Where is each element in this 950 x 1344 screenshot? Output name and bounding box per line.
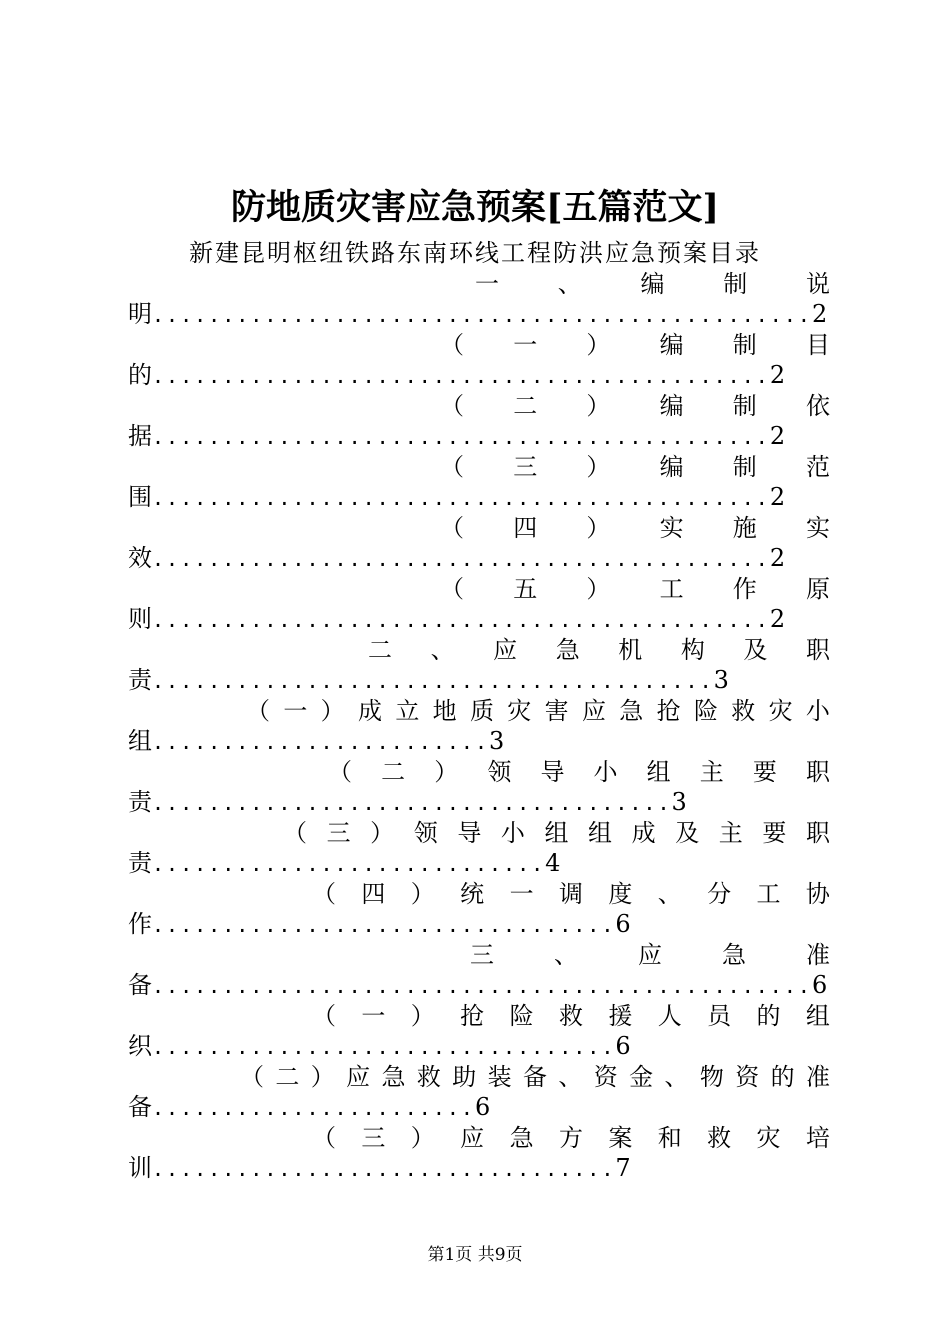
toc-entry-dot-leader: ........................................ [152,669,714,693]
toc-entry-char: 制 [723,270,748,298]
toc-entry-char: 度 [608,880,633,908]
toc-entry-page-number: 7 [615,1154,631,1182]
toc-entry-char: 导 [540,758,565,786]
toc-entry-char: （ [440,331,464,359]
toc-entry-char: （ [440,392,464,420]
toc-entry-last-char: 责 [128,666,152,694]
toc-entry-char: 组 [544,819,569,847]
toc-entry-char: 和 [657,1124,682,1152]
toc-entry-char: 案 [608,1124,633,1152]
toc-entry-char: （ [283,819,307,847]
toc-entry-char: 三 [326,819,351,847]
toc-entry-char: （ [246,697,270,725]
toc-entry-char: 目 [805,331,830,359]
toc-entry-heading [368,634,830,666]
toc-entry-char: ） [586,575,611,603]
toc-entry-char: 职 [805,819,830,847]
toc-entry-page-number: 4 [545,849,561,877]
toc-entry-page-number: 2 [769,422,786,450]
toc-entry-page-number: 3 [671,788,687,816]
toc-entry-leader-line [128,1030,631,1062]
toc-entry-char: 机 [618,636,643,664]
toc-entry-page-number: 6 [615,1032,631,1060]
toc-entry-char: 灾 [507,697,532,725]
toc-entry-char: 组 [646,758,671,786]
toc-entry-last-char: 备 [128,1093,152,1121]
toc-entry-page-number: 2 [769,605,786,633]
toc-entry-char: 一 [513,331,538,359]
toc-entry-char: 二 [368,636,392,664]
toc-entry-char: 、 [558,1063,583,1091]
toc-entry-char: 培 [805,1124,830,1152]
toc-entry-char: 急 [619,697,644,725]
toc-entry-page-number: 3 [488,727,505,755]
toc-entry-char: 、 [554,941,578,969]
toc-entry-leader-line [128,298,827,330]
toc-entry-char: 说 [806,270,830,298]
toc-entry-char: 组 [588,819,613,847]
toc-entry-char: 急 [722,941,746,969]
toc-entry-leader-line [128,420,785,452]
toc-entry-char: 二 [275,1063,300,1091]
toc-entry-char: 协 [805,880,830,908]
toc-entry-char: 应 [493,636,518,664]
toc-entry-char: 、 [430,636,455,664]
toc-entry-char: 实 [805,514,830,542]
toc-entry-char: 应 [346,1063,371,1091]
toc-entry-char: 装 [487,1063,512,1091]
toc-entry-char: 主 [699,758,724,786]
toc-entry-char: 工 [659,575,684,603]
toc-entry-heading [440,451,830,483]
toc-entry-char: 编 [659,331,684,359]
toc-entry-char: 导 [457,819,482,847]
toc-entry-page-number: 2 [769,361,786,389]
toc-entry-page-number: 6 [811,971,828,999]
toc-entry-char: 资 [593,1063,618,1091]
toc-entry-leader-line [128,725,504,757]
toc-entry-char: （ [312,880,336,908]
toc-entry-dot-leader: ............................................ [152,425,770,449]
toc-entry-char: 原 [805,575,830,603]
toc-entry-char: ） [410,880,435,908]
toc-entry-char: 分 [707,880,732,908]
toc-entry-dot-leader: ............................................... [152,303,812,327]
toc-entry-char: ） [586,514,611,542]
toc-entry-char: 编 [659,453,684,481]
toc-entry-last-char: 备 [128,971,152,999]
toc-entry-char: 救 [416,1063,441,1091]
toc-entry-char: 援 [608,1002,633,1030]
toc-entry-dot-leader: ............................................ [152,364,770,388]
toc-entry-last-char: 作 [128,910,152,938]
toc-entry-char: 小 [593,758,618,786]
toc-entry-heading [440,329,830,361]
toc-entry-char: 金 [629,1063,654,1091]
toc-entry-page-number: 6 [615,910,631,938]
toc-entry-char: 及 [675,819,700,847]
toc-entry-leader-line [128,542,785,574]
toc-entry-char: 领 [413,819,438,847]
toc-entry-char: ） [370,819,395,847]
toc-entry-char: 工 [756,880,781,908]
toc-entry-char: ） [320,697,345,725]
toc-entry-last-char: 组 [128,727,152,755]
toc-entry-char: 准 [806,1063,830,1091]
toc-entry-heading [440,573,830,605]
toc-entry-last-char: 效 [128,544,152,572]
toc-entry-char: 急 [555,636,580,664]
toc-entry-char: 领 [487,758,512,786]
toc-entry-char: 职 [805,636,830,664]
toc-entry-page-number: 2 [769,544,786,572]
toc-entry-char: （ [240,1063,264,1091]
toc-entry-char: ） [410,1002,435,1030]
toc-entry-char: 小 [805,697,830,725]
toc-entry-dot-leader: ........................ [152,730,489,754]
toc-entry-char: 要 [752,758,777,786]
document-title: 防地质灾害应急预案[五篇范文] [230,187,720,228]
toc-entry-char: 、 [557,270,582,298]
toc-entry-char: 的 [770,1063,795,1091]
toc-entry-char: 应 [638,941,662,969]
toc-entry-heading [328,756,830,788]
page-footer: 第1页 共9页 [427,1245,523,1265]
toc-entry-char: 方 [558,1124,583,1152]
toc-entry-char: 编 [659,392,684,420]
toc-entry-char: 作 [732,575,757,603]
toc-entry-char: 备 [523,1063,547,1091]
toc-entry-char: 害 [544,697,569,725]
toc-entry-char: 一 [475,270,499,298]
toc-entry-char: 物 [699,1063,724,1091]
toc-entry-heading [440,390,830,422]
toc-entry-char: 资 [735,1063,760,1091]
toc-entry-heading [246,695,830,727]
toc-entry-char: 救 [558,1002,583,1030]
toc-entry-last-char: 围 [128,483,152,511]
toc-entry-dot-leader: ..................................... [152,791,672,815]
toc-entry-char: 制 [732,453,757,481]
toc-entry-last-char: 明 [128,300,152,328]
toc-entry-char: 急 [509,1124,534,1152]
toc-entry-heading [312,1000,830,1032]
toc-entry-char: （ [312,1124,336,1152]
toc-entry-char: 编 [640,270,665,298]
toc-entry-last-char: 据 [128,422,152,450]
toc-entry-leader-line [128,1091,490,1123]
toc-entry-leader-line [128,908,631,940]
toc-entry-char: 抢 [656,697,681,725]
toc-entry-char: 立 [395,697,420,725]
toc-entry-page-number: 2 [811,300,828,328]
toc-entry-dot-leader: ............................................... [152,974,812,998]
toc-entry-last-char: 训 [128,1154,152,1182]
toc-entry-char: 一 [361,1002,386,1030]
document-subtitle: 新建昆明枢纽铁路东南环线工程防洪应急预案目录 [189,239,761,267]
toc-entry-page-number: 6 [474,1093,491,1121]
toc-entry-char: 构 [680,636,705,664]
toc-entry-leader-line [128,969,827,1001]
toc-entry-char: ） [586,331,611,359]
toc-entry-char: 质 [469,697,494,725]
toc-entry-char: 的 [756,1002,781,1030]
toc-entry-char: （ [440,575,464,603]
toc-entry-char: 职 [805,758,830,786]
toc-entry-heading [283,817,830,849]
toc-entry-char: 及 [743,636,768,664]
toc-entry-char: 统 [460,880,485,908]
toc-entry-char: 灾 [768,697,793,725]
toc-entry-char: ） [586,392,611,420]
toc-entry-last-char: 责 [128,788,152,816]
toc-entry-leader-line [128,359,785,391]
toc-entry[interactable] [128,1122,830,1244]
toc-entry-heading [312,878,830,910]
toc-entry-char: ） [310,1063,335,1091]
toc-entry-char: 要 [762,819,787,847]
toc-entry-char: ） [586,453,611,481]
toc-entry-char: （ [328,758,352,786]
toc-entry-dot-leader: ................................. [152,1157,616,1181]
toc-entry-char: 成 [631,819,656,847]
toc-entry-leader-line [128,603,785,635]
toc-entry-leader-line [128,1152,631,1184]
toc-entry-char: 二 [381,758,406,786]
toc-entry-char: 四 [513,514,538,542]
toc-entry-char: 助 [452,1063,477,1091]
toc-entry-last-char: 的 [128,361,152,389]
toc-entry-char: （ [312,1002,336,1030]
toc-entry-char: 二 [513,392,538,420]
toc-entry-char: 员 [707,1002,732,1030]
toc-entry-char: （ [440,514,464,542]
toc-entry-dot-leader: ....................... [152,1096,475,1120]
toc-entry-char: ） [410,1124,435,1152]
toc-entry-heading [312,1122,830,1154]
toc-entry-char: 三 [361,1124,386,1152]
toc-entry-page-number: 3 [713,666,729,694]
toc-entry-char: 三 [513,453,538,481]
toc-entry-dot-leader: ............................................ [152,608,770,632]
toc-entry-char: 应 [460,1124,485,1152]
toc-entry-dot-leader: ............................................ [152,547,770,571]
toc-entry-page-number: 2 [769,483,786,511]
toc-entry-char: 抢 [460,1002,485,1030]
toc-entry-char: 成 [357,697,382,725]
toc-entry-heading [475,268,830,300]
toc-entry-heading [440,512,830,544]
toc-entry-char: 主 [718,819,743,847]
toc-entry-leader-line [128,664,729,696]
toc-entry-char: 施 [732,514,757,542]
toc-entry-leader-line [128,481,785,513]
toc-entry-leader-line [128,847,560,879]
toc-entry-char: 、 [657,880,682,908]
toc-entry-last-char: 织 [128,1032,152,1060]
toc-entry-char: 、 [664,1063,689,1091]
toc-entry-char: ） [434,758,459,786]
toc-entry-char: 依 [805,392,830,420]
toc-entry-char: 险 [693,697,718,725]
toc-entry-char: 制 [732,392,757,420]
toc-entry-char: 救 [731,697,756,725]
toc-entry-dot-leader: ................................. [152,913,616,937]
toc-entry-dot-leader: ................................. [152,1035,616,1059]
toc-entry-last-char: 责 [128,849,152,877]
toc-entry-char: （ [440,453,464,481]
toc-entry-char: 实 [659,514,684,542]
toc-entry-char: 调 [558,880,583,908]
toc-entry-char: 准 [806,941,830,969]
toc-entry-char: 制 [732,331,757,359]
toc-entry-char: 五 [513,575,538,603]
toc-entry-heading [240,1061,830,1093]
toc-entry-last-char: 则 [128,605,152,633]
toc-entry-char: 应 [581,697,606,725]
toc-entry-char: 小 [500,819,525,847]
toc-entry-dot-leader: ............................ [152,852,546,876]
toc-entry-char: 救 [707,1124,732,1152]
toc-entry-leader-line [128,786,687,818]
toc-entry-char: 四 [361,880,386,908]
toc-entry-char: 组 [805,1002,830,1030]
toc-entry-char: 一 [509,880,534,908]
toc-entry-char: 险 [509,1002,534,1030]
toc-entry-dot-leader: ............................................ [152,486,770,510]
toc-entry-char: 灾 [756,1124,781,1152]
toc-entry-char: 地 [432,697,457,725]
toc-entry-char: 一 [283,697,308,725]
toc-entry-char: 三 [470,941,494,969]
toc-entry-char: 急 [381,1063,406,1091]
toc-entry-heading [470,939,830,971]
toc-entry-char: 人 [657,1002,682,1030]
toc-entry-char: 范 [805,453,830,481]
